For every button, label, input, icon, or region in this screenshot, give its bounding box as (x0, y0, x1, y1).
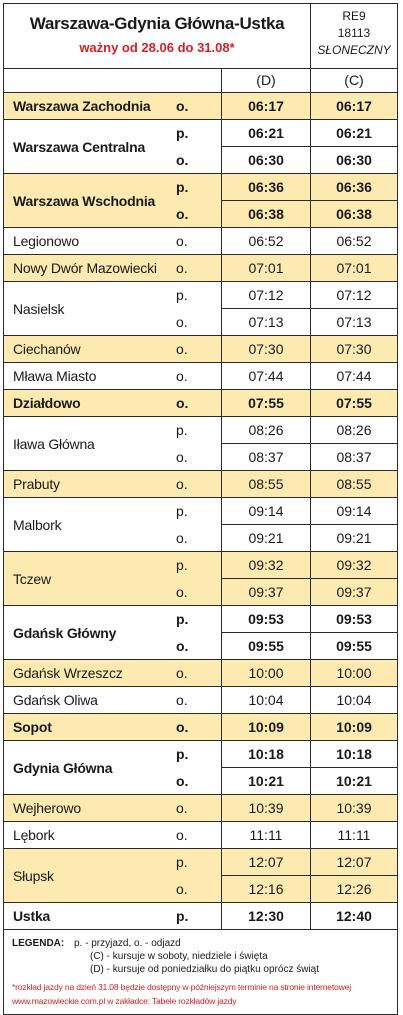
column-header-d: (D) (222, 69, 311, 92)
time-d: 12:16 (222, 875, 310, 902)
time-d-column (222, 93, 311, 119)
station-row (4, 741, 397, 795)
time-d: 09:53 (248, 611, 284, 627)
time-c: 10:21 (311, 767, 397, 794)
time-c: 09:21 (311, 524, 397, 551)
station-row (4, 795, 397, 822)
stop-type: p. (176, 287, 188, 303)
time-d-column (222, 741, 311, 794)
route-info (4, 4, 311, 68)
station-name: Ciechanów (13, 341, 81, 357)
time-c: 10:18 (336, 746, 372, 762)
stop-type: o. (176, 205, 189, 222)
stop-type: o. (176, 800, 188, 816)
stop-type-column (164, 687, 222, 713)
time-c: 07:12 (336, 287, 372, 303)
stop-type-column (164, 714, 222, 740)
time-d: 07:30 (248, 341, 284, 357)
station-row (4, 255, 397, 282)
station-row (4, 687, 397, 714)
stop-type-column (164, 282, 222, 335)
stop-type-column (164, 741, 222, 794)
time-d-column (222, 687, 311, 713)
column-header-blank (4, 69, 222, 92)
station-name: Gdynia Główna (13, 759, 113, 776)
time-d: 08:55 (248, 476, 284, 492)
legend-title: LEGENDA: (12, 938, 65, 949)
time-c-column (311, 822, 397, 848)
time-d: 12:30 (248, 908, 284, 924)
train-info (311, 4, 397, 68)
time-c: 07:55 (336, 395, 372, 411)
time-d: 06:38 (222, 200, 310, 227)
station-name: Gdańsk Oliwa (13, 692, 98, 708)
time-c-column (311, 903, 397, 929)
stop-type-column (164, 417, 222, 470)
stop-type: o. (176, 880, 188, 897)
station-name: Tczew (13, 570, 51, 587)
time-c-column (311, 336, 397, 362)
station-name: Warszawa Centralna (13, 138, 146, 155)
station-name: Malbork (13, 516, 62, 533)
time-d-column (222, 174, 311, 227)
station-name: Sopot (13, 719, 52, 735)
time-c: 10:09 (336, 719, 372, 735)
station-row (4, 363, 397, 390)
station-row (4, 903, 397, 930)
time-c-column (311, 606, 397, 659)
time-d: 09:55 (222, 632, 310, 659)
station-name: Wejherowo (13, 800, 81, 816)
stop-type: o. (176, 665, 188, 681)
time-d: 08:26 (248, 422, 284, 438)
time-c-column (311, 660, 397, 686)
station-row (4, 282, 397, 336)
station-name: Iława Główna (13, 435, 95, 452)
stop-type: p. (176, 557, 188, 573)
stop-type: o. (176, 313, 188, 330)
footnote (12, 980, 397, 1008)
time-c-column (311, 120, 397, 173)
station-row (4, 849, 397, 903)
time-c-column (311, 687, 397, 713)
station-name: Lębork (13, 827, 55, 843)
time-d-column (222, 660, 311, 686)
stop-type-column (164, 255, 222, 281)
time-c: 09:32 (336, 557, 372, 573)
time-c: 12:40 (336, 908, 372, 924)
route-title: Warszawa-Gdynia Główna-Ustka (29, 14, 285, 33)
time-d: 07:55 (248, 395, 284, 411)
time-d: 07:13 (222, 308, 310, 335)
time-c-column (311, 363, 397, 389)
time-c-column (311, 255, 397, 281)
time-d-column (222, 255, 311, 281)
stop-type: p. (176, 179, 189, 195)
stop-type-column (164, 903, 222, 929)
station-row (4, 228, 397, 255)
time-c: 06:21 (336, 125, 372, 141)
stop-type-column (164, 822, 222, 848)
time-d: 10:39 (248, 800, 284, 816)
stop-type-column (164, 390, 222, 416)
time-c-column (311, 228, 397, 254)
time-c-column (311, 417, 397, 470)
time-c: 07:30 (336, 341, 372, 357)
station-row (4, 660, 397, 687)
time-d-column (222, 471, 311, 497)
stop-type-column (164, 498, 222, 551)
stop-type: o. (176, 827, 188, 843)
station-name: Nasielsk (13, 300, 65, 317)
stop-type: p. (176, 125, 189, 141)
time-c: 12:26 (311, 875, 397, 902)
stop-type: o. (176, 260, 188, 276)
time-c-column (311, 795, 397, 821)
stop-type: o. (176, 637, 189, 654)
time-c-column (311, 93, 397, 119)
time-c: 09:14 (336, 503, 372, 519)
time-d-column (222, 849, 311, 902)
time-d: 06:30 (222, 146, 310, 173)
stop-type: o. (176, 529, 188, 546)
station-row (4, 417, 397, 471)
station-row (4, 174, 397, 228)
time-d: 06:52 (248, 233, 284, 249)
time-d-column (222, 336, 311, 362)
validity-period: ważny od 28.06 do 31.08* (79, 40, 235, 55)
stop-type-column (164, 363, 222, 389)
stop-type: o. (176, 772, 189, 789)
time-d-column (222, 606, 311, 659)
time-d: 06:21 (248, 125, 284, 141)
stop-type-column (164, 120, 222, 173)
time-c-column (311, 552, 397, 605)
station-row (4, 390, 397, 417)
time-d: 07:01 (248, 260, 284, 276)
time-c-column (311, 498, 397, 551)
time-c: 07:44 (336, 368, 372, 384)
time-c: 09:53 (336, 611, 372, 627)
time-c: 11:11 (337, 827, 371, 843)
stations-list (4, 93, 397, 930)
station-row (4, 93, 397, 120)
time-c: 07:01 (336, 260, 372, 276)
time-d: 10:04 (248, 692, 284, 708)
train-number: 18113 (337, 26, 371, 40)
stop-type-column (164, 660, 222, 686)
station-name: Nowy Dwór Mazowiecki (13, 260, 157, 276)
stop-type-column (164, 795, 222, 821)
stop-type: p. (176, 422, 188, 438)
station-row (4, 714, 397, 741)
station-name: Mława Miasto (13, 368, 97, 384)
stop-type: p. (176, 746, 189, 762)
station-name: Prabuty (13, 476, 60, 492)
time-d: 12:07 (248, 854, 284, 870)
time-d-column (222, 822, 311, 848)
footnote-line-2: www.mazowieckie.com.pl w zakładce: Tabele rozkładów jazdy (12, 996, 237, 1006)
time-d: 08:37 (222, 443, 310, 470)
time-d: 10:21 (222, 767, 310, 794)
time-d-column (222, 228, 311, 254)
time-c: 10:39 (336, 800, 372, 816)
time-c: 08:26 (336, 422, 372, 438)
time-d-column (222, 417, 311, 470)
legend-weekday: (D) - kursuje od poniedziałku do piątku oprócz świąt (90, 964, 319, 975)
column-headers (4, 69, 397, 93)
time-d-column (222, 714, 311, 740)
stop-type: o. (176, 395, 189, 411)
stop-type-column (164, 93, 222, 119)
time-d: 10:09 (248, 719, 284, 735)
station-row (4, 336, 397, 363)
column-header-c: (C) (344, 72, 364, 88)
time-c: 08:37 (311, 443, 397, 470)
stop-type: p. (176, 854, 188, 870)
stop-type-column (164, 471, 222, 497)
station-name: Słupsk (13, 867, 54, 884)
station-name: Warszawa Zachodnia (13, 98, 151, 114)
station-name: Warszawa Wschodnia (13, 192, 156, 209)
time-d: 09:37 (222, 578, 310, 605)
time-c: 09:55 (311, 632, 397, 659)
stop-type: o. (176, 476, 188, 492)
stop-type-column (164, 336, 222, 362)
time-d: 06:36 (248, 179, 284, 195)
time-c: 07:13 (311, 308, 397, 335)
stop-type: o. (176, 719, 189, 735)
time-d-column (222, 282, 311, 335)
time-d: 07:12 (248, 287, 284, 303)
station-name: Gdańsk Wrzeszcz (13, 665, 123, 681)
station-row (4, 552, 397, 606)
time-d-column (222, 552, 311, 605)
time-c-column (311, 174, 397, 227)
time-d-column (222, 120, 311, 173)
time-c: 06:17 (336, 98, 372, 114)
stop-type-column (164, 174, 222, 227)
stop-type: o. (176, 233, 188, 249)
time-d-column (222, 363, 311, 389)
time-d-column (222, 795, 311, 821)
time-d: 10:18 (248, 746, 284, 762)
stop-type: o. (176, 151, 189, 168)
time-c-column (311, 714, 397, 740)
time-c: 06:38 (311, 200, 397, 227)
stop-type: o. (176, 448, 188, 465)
stop-type: o. (176, 368, 188, 384)
station-name: Legionowo (13, 233, 79, 249)
train-name: SŁONECZNY (317, 43, 391, 57)
station-row (4, 498, 397, 552)
time-c-column (311, 849, 397, 902)
stop-type: o. (176, 341, 188, 357)
time-d: 10:00 (248, 665, 284, 681)
time-c-column (311, 741, 397, 794)
stop-type: p. (176, 503, 188, 519)
time-d-column (222, 498, 311, 551)
legend-weekend: (C) - kursuje w soboty, niedziele i święta (90, 951, 268, 962)
stop-type-column (164, 606, 222, 659)
footnote-line-1: *rozkład jazdy na dzień 31.08 będzie dostępny w późniejszym terminie na stronie internetowej (12, 982, 351, 992)
stop-type-column (164, 552, 222, 605)
time-c: 06:52 (336, 233, 372, 249)
time-c-column (311, 390, 397, 416)
time-d-column (222, 390, 311, 416)
station-name: Gdańsk Główny (13, 624, 117, 641)
legend-arrival-departure: p. - przyjazd, o. - odjazd (74, 938, 181, 949)
time-c: 10:04 (336, 692, 372, 708)
timetable-header (4, 4, 397, 69)
train-category: RE9 (342, 9, 366, 23)
station-row (4, 822, 397, 849)
stop-type-column (164, 849, 222, 902)
time-c-column (311, 282, 397, 335)
time-c: 06:30 (311, 146, 397, 173)
time-c: 10:00 (336, 665, 372, 681)
time-d: 07:44 (248, 368, 284, 384)
time-c-column (311, 471, 397, 497)
station-row (4, 471, 397, 498)
stop-type: o. (176, 692, 188, 708)
time-d: 09:14 (248, 503, 284, 519)
time-d-column (222, 903, 311, 929)
time-c: 09:37 (311, 578, 397, 605)
stop-type: p. (176, 611, 189, 627)
station-row (4, 120, 397, 174)
station-name: Działdowo (13, 395, 81, 411)
time-c: 06:36 (336, 179, 372, 195)
stop-type: p. (176, 908, 189, 924)
time-d: 11:11 (249, 827, 283, 843)
time-d: 09:21 (222, 524, 310, 551)
legend (4, 930, 397, 1014)
timetable (3, 3, 398, 1015)
time-c: 12:07 (336, 854, 372, 870)
time-d: 09:32 (248, 557, 284, 573)
time-d: 06:17 (248, 98, 284, 114)
stop-type: o. (176, 98, 189, 114)
station-row (4, 606, 397, 660)
station-name: Ustka (13, 908, 51, 924)
stop-type-column (164, 228, 222, 254)
time-c: 08:55 (336, 476, 372, 492)
stop-type: o. (176, 583, 188, 600)
